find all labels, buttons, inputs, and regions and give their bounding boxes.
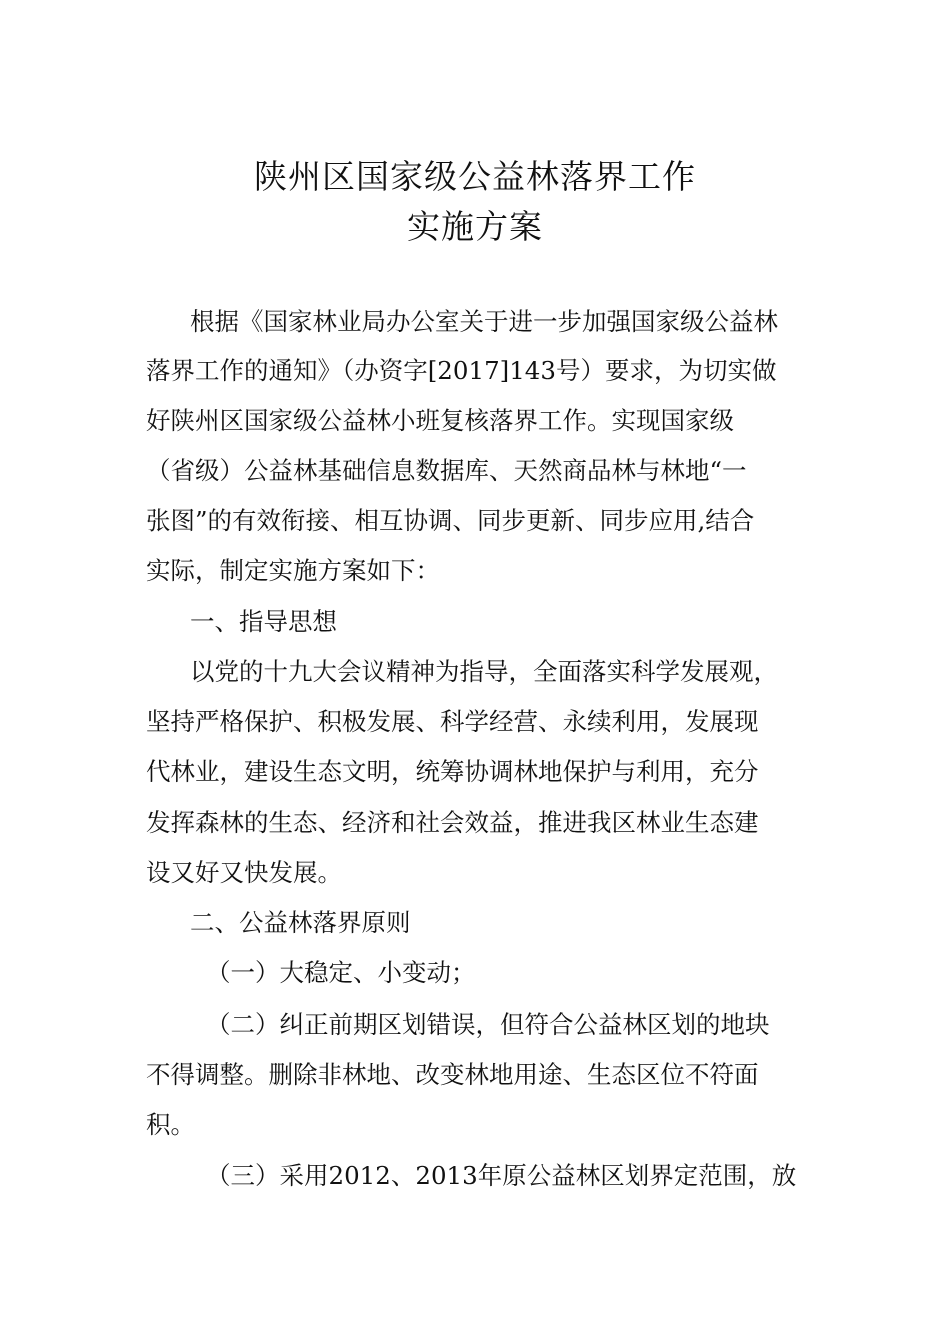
- paragraph-line: 设又好又快发展。: [146, 858, 342, 887]
- paragraph-line: 积。: [146, 1110, 195, 1139]
- section-heading: 一、指导思想: [190, 607, 337, 636]
- paragraph-line: 张图”的有效衔接、相互协调、同步更新、同步应用,结合: [146, 506, 755, 535]
- paragraph-line: 好陕州区国家级公益林小班复核落界工作。实现国家级: [146, 406, 734, 435]
- paragraph-line: 实际，制定实施方案如下：: [146, 556, 440, 585]
- document-title: [0, 152, 950, 252]
- paragraph-line: （省级）公益林基础信息数据库、天然商品林与林地“一: [146, 456, 747, 485]
- title-line-2: 实施方案: [407, 207, 543, 246]
- paragraph-line: 坚持严格保护、积极发展、科学经营、永续利用，发展现: [146, 707, 759, 736]
- section-heading: 二、公益林落界原则: [190, 908, 411, 937]
- paragraph-line: 根据《国家林业局办公室关于进一步加强国家级公益林: [190, 307, 778, 336]
- paragraph-line: 以党的十九大会议精神为指导，全面落实科学发展观，: [190, 657, 778, 686]
- list-item: （二）纠正前期区划错误，但符合公益林区划的地块: [206, 1010, 770, 1039]
- list-item: （三）采用2012、2013年原公益林区划界定范围，放: [206, 1161, 797, 1190]
- list-item: （一）大稳定、小变动；: [206, 958, 476, 987]
- paragraph-line: 发挥森林的生态、经济和社会效益，推进我区林业生态建: [146, 808, 759, 837]
- paragraph-line: 代林业，建设生态文明，统筹协调林地保护与利用，充分: [146, 757, 759, 786]
- paragraph-line: 不得调整。删除非林地、改变林地用途、生态区位不符面: [146, 1060, 759, 1089]
- title-line-1: 陕州区国家级公益林落界工作: [254, 157, 696, 196]
- paragraph-line: 落界工作的通知》（办资字[2017]143号）要求，为切实做: [146, 356, 777, 385]
